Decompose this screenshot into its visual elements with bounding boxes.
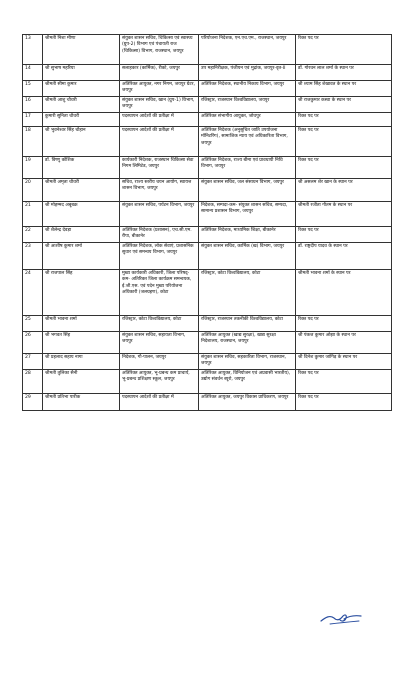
cell-from: सलाहकार (कार्मिक), रीको, जयपुर	[120, 65, 199, 81]
cell-remarks: श्री पंकज कुमार ओझा के स्थान पर	[296, 332, 392, 354]
cell-to: संयुक्त शासन सचिव, सहकारिता विभाग, राजस्थान, जयपुर	[199, 354, 296, 370]
table-row	[23, 179, 392, 202]
table-row	[23, 243, 392, 270]
table-row	[23, 370, 392, 394]
cell-remarks: श्रीमती रजीता गौतम के स्थान पर	[296, 202, 392, 227]
cell-remarks: श्री दिनेश कुमार जांगिड़ के स्थान पर	[296, 354, 392, 370]
cell-no: 24	[23, 270, 43, 316]
cell-to: निदेशक, सम्पदा-कम- संयुक्त शासन सचिव, सम्पदा, सामान्य प्रशासन विभाग, जयपुर	[199, 202, 296, 227]
cell-no: 26	[23, 332, 43, 354]
cell-from: कार्यकारी निदेशक, राजस्थान चिकित्सा सेवा निगम लिमिटेड, जयपुर	[120, 157, 199, 179]
cell-no: 19	[23, 157, 43, 179]
table-row	[23, 97, 392, 113]
cell-remarks: रिक्त पद पर	[296, 113, 392, 127]
cell-no: 14	[23, 65, 43, 81]
cell-no: 27	[23, 354, 43, 370]
cell-name: श्री राजपाल सिंह	[43, 270, 120, 316]
cell-remarks: रिक्त पद पर	[296, 227, 392, 243]
cell-name: श्रीमती सीमा कुमार	[43, 81, 120, 97]
table-row	[23, 354, 392, 370]
cell-to: अतिरिक्त आयुक्त, जयपुर विकास प्राधिकरण, जयपुर	[199, 394, 296, 411]
cell-remarks: डॉ. गोरधन लाल शर्मा के स्थान पर	[296, 65, 392, 81]
cell-from: अतिरिक्त निदेशक (प्रशासन), एच.सी.एम. रीपा, बीकानेर	[120, 227, 199, 243]
cell-remarks: श्री श्याम सिंह शेखावत के स्थान पर	[296, 81, 392, 97]
cell-from: पदस्थापन आदेशों की प्रतीक्षा में	[120, 394, 199, 411]
table-row	[23, 113, 392, 127]
cell-to: रजिस्ट्रार, राजस्थान विश्वविद्यालय, जयपुर	[199, 97, 296, 113]
table-row	[23, 332, 392, 354]
cell-from: संयुक्त शासन सचिव, सहायता विभाग, जयपुर	[120, 332, 199, 354]
cell-remarks: रिक्त पद पर	[296, 370, 392, 394]
cell-no: 16	[23, 97, 43, 113]
cell-from: पदस्थापन आदेशों की प्रतीक्षा में	[120, 127, 199, 157]
cell-name: श्रीमती प्रतिभा पारीक	[43, 394, 120, 411]
cell-name: श्रीमती भावना शर्मा	[43, 316, 120, 332]
cell-no: 23	[23, 243, 43, 270]
cell-remarks: रिक्त पद पर	[296, 127, 392, 157]
cell-to: रजिस्ट्रार, राजस्थान तकनीकी विश्वविद्यालय, कोटा	[199, 316, 296, 332]
cell-name: श्रीमती तुलिका सैनी	[43, 370, 120, 394]
cell-from: संयुक्त शासन सचिव, चिकित्सा एवं स्वास्थ्य (ग्रुप-2) विभाग एवं पंचायती राज (चिकित्सा) विभाग, राजस्थान, जयपुर	[120, 35, 199, 65]
cell-no: 29	[23, 394, 43, 411]
cell-no: 17	[23, 113, 43, 127]
cell-remarks: डॉ. राष्ट्रदीप यादव के स्थान पर	[296, 243, 392, 270]
cell-from: रजिस्ट्रार, कोटा विश्वविद्यालय, कोटा	[120, 316, 199, 332]
cell-from: मुख्य कार्यकारी अधिकारी, जिला परिषद्-कम- अतिरिक्त जिला कार्यक्रम समन्वयक, ई.जी.एस. एवं पदेन मुख्य परियोजना अधिकारी (जलग्रहण), कोटा	[120, 270, 199, 316]
cell-remarks: रिक्त पद पर	[296, 316, 392, 332]
cell-to: अतिरिक्त निदेशक, स्थानीय निकाय विभाग, जयपुर	[199, 81, 296, 97]
cell-to: अतिरिक्त निदेशक (अनुसूचित जाति उपयोजना मॉनिटरिंग), सामाजिक न्याय एवं अधिकारिता विभाग, जयपुर	[199, 127, 296, 157]
cell-to: अतिरिक्त आयुक्त (खाद्य सुरक्षा), खाद्य सुरक्षा निदेशालय, राजस्थान, जयपुर	[199, 332, 296, 354]
cell-to: अतिरिक्त आयुक्त, विनियोजन एवं अप्रवासी भारतीय), उद्योग संवर्धन ब्यूरो, जयपुर	[199, 370, 296, 394]
cell-name: श्रीमती निशा मीणा	[43, 35, 120, 65]
cell-remarks: रिक्त पद पर	[296, 394, 392, 411]
cell-name: श्रीमती आशु चौधरी	[43, 97, 120, 113]
cell-no: 18	[23, 127, 43, 157]
cell-name: श्री शैलेन्द्र देवड़ा	[43, 227, 120, 243]
cell-name: श्री भुवनेश्वर सिंह चौहान	[43, 127, 120, 157]
cell-name: डॉ. विष्णु कौशिक	[43, 157, 120, 179]
handwritten-signature	[318, 606, 364, 628]
cell-to: अतिरिक्त संभागीय आयुक्त, जोधपुर	[199, 113, 296, 127]
table-row	[23, 394, 392, 411]
cell-name: श्री भगवत सिंह	[43, 332, 120, 354]
table-row	[23, 270, 392, 316]
cell-to: रजिस्ट्रार, कोटा विश्वविद्यालय, कोटा	[199, 270, 296, 316]
cell-name: श्री सुभाष महरिया	[43, 65, 120, 81]
cell-from: सचिव, राज्य स्तरीय चयन आयोग, स्वायत्त शासन विभाग, जयपुर	[120, 179, 199, 202]
cell-name: श्री आशीष कुमार शर्मा	[43, 243, 120, 270]
cell-name: कुमारी सुनिता चौधरी	[43, 113, 120, 127]
cell-name: श्री प्रहलाद सहाय नागा	[43, 354, 120, 370]
cell-to: अतिरिक्त निदेशक, माध्यमिक शिक्षा, बीकानेर	[199, 227, 296, 243]
table-row	[23, 35, 392, 65]
table-row	[23, 202, 392, 227]
cell-from: पदस्थापन आदेशों की प्रतीक्षा में	[120, 113, 199, 127]
cell-to: अतिरिक्त निदेशक, राज्य बीमा एवं प्रावधायी निधि विभाग, जयपुर	[199, 157, 296, 179]
cell-remarks: श्री राजकुमार कस्वा के स्थान पर	[296, 97, 392, 113]
table-body	[23, 35, 392, 411]
cell-from: निदेशक, गौ-पालन, जयपुर	[120, 354, 199, 370]
cell-name: श्री मोहम्मद अबूबक्र	[43, 202, 120, 227]
cell-to: परियोजना निदेशक, एन.एच.एम., राजस्थान, जयपुर	[199, 35, 296, 65]
cell-no: 22	[23, 227, 43, 243]
cell-from: अतिरिक्त आयुक्त, नगर निगम, जयपुर ग्रेटर, जयपुर	[120, 81, 199, 97]
cell-to: संयुक्त शासन सचिव, कार्मिक (ख) विभाग, जयपुर	[199, 243, 296, 270]
table-row	[23, 65, 392, 81]
cell-from: संयुक्त शासन सचिव, पर्यटन विभाग, जयपुर	[120, 202, 199, 227]
table-row	[23, 81, 392, 97]
cell-no: 28	[23, 370, 43, 394]
cell-no: 25	[23, 316, 43, 332]
cell-no: 15	[23, 81, 43, 97]
transfer-table	[22, 34, 392, 411]
cell-from: अतिरिक्त निदेशक, लोक सेवाएं, प्रशासनिक सुधार एवं समन्वय विभाग, जयपुर	[120, 243, 199, 270]
table-row	[23, 227, 392, 243]
cell-from: अतिरिक्त आयुक्त, भू-प्रबन्ध कम प्राचार्य, भू-प्रबन्ध प्रशिक्षण स्कूल, जयपुर	[120, 370, 199, 394]
cell-remarks: श्री असलम शेर खान के स्थान पर	[296, 179, 392, 202]
cell-no: 20	[23, 179, 43, 202]
cell-name: श्रीमती अमृता चौधरी	[43, 179, 120, 202]
cell-no: 21	[23, 202, 43, 227]
table-row	[23, 127, 392, 157]
cell-remarks: रिक्त पद पर	[296, 35, 392, 65]
table-row	[23, 316, 392, 332]
cell-remarks: रिक्त पद पर	[296, 157, 392, 179]
cell-to: संयुक्त शासन सचिव, जल संसाधन विभाग, जयपुर	[199, 179, 296, 202]
cell-from: संयुक्त शासन सचिव, खान (ग्रुप-1) विभाग, जयपुर	[120, 97, 199, 113]
cell-no: 13	[23, 35, 43, 65]
cell-to: उप महानिरीक्षक, पंजीयन एवं मुद्रांक, जयपुर-वृत-II	[199, 65, 296, 81]
cell-remarks: श्रीमती भावना शर्मा के स्थान पर	[296, 270, 392, 316]
table-row	[23, 157, 392, 179]
